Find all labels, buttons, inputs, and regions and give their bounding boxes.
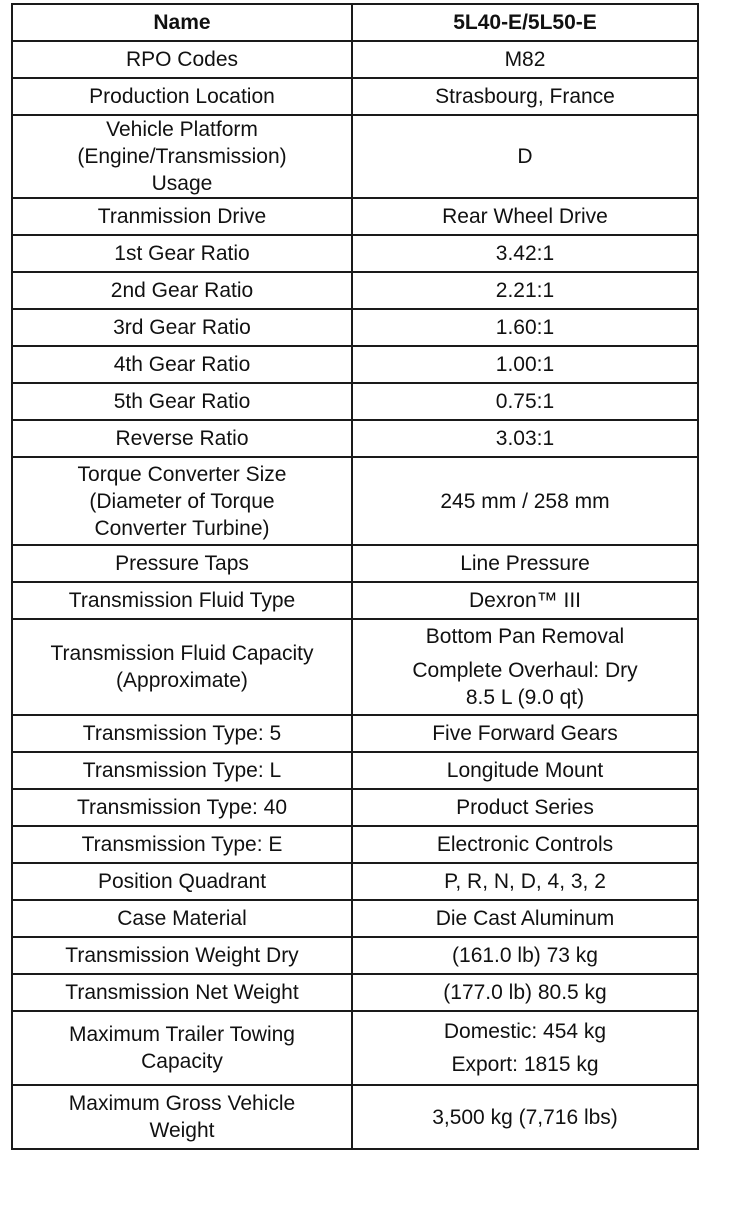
row-value (352, 272, 698, 309)
row-label-line: 2nd Gear Ratio (110, 279, 254, 302)
row-label-line: Converter Turbine) (94, 516, 270, 540)
row-value (352, 383, 698, 420)
row-value (352, 78, 698, 115)
table-row (12, 41, 698, 78)
row-label-line: Production Location (89, 85, 275, 108)
table-row (12, 78, 698, 115)
row-value (352, 619, 698, 715)
table-row (12, 383, 698, 420)
row-value-line: Longitude Mount (446, 759, 604, 782)
row-value (352, 420, 698, 457)
row-label-line: Transmission Type: 40 (76, 796, 288, 819)
row-label-line: 1st Gear Ratio (114, 242, 250, 265)
table-row (12, 198, 698, 235)
row-label (12, 863, 352, 900)
row-label-line: Tranmission Drive (97, 205, 267, 228)
row-label-line: 4th Gear Ratio (113, 353, 251, 376)
table-row (12, 309, 698, 346)
table-row (12, 1085, 698, 1149)
row-label-line: Transmission Type: 5 (82, 722, 282, 745)
row-value (352, 789, 698, 826)
row-label-line: Pressure Taps (115, 552, 249, 575)
row-label (12, 974, 352, 1011)
row-value-line: Export: 1815 kg (451, 1053, 599, 1076)
row-label (12, 383, 352, 420)
row-label (12, 198, 352, 235)
row-value-line: 3.42:1 (495, 242, 555, 265)
row-label (12, 619, 352, 715)
row-value-line: Electronic Controls (436, 833, 614, 856)
row-value (352, 1011, 698, 1085)
row-label (12, 346, 352, 383)
table-row (12, 346, 698, 383)
row-label-line: Weight (149, 1119, 215, 1142)
row-label-line: (Engine/Transmission) (77, 145, 287, 168)
row-label (12, 1011, 352, 1085)
row-value-line: 245 mm / 258 mm (440, 489, 610, 513)
table-row (12, 826, 698, 863)
row-label-line: Transmission Fluid Type (68, 589, 296, 612)
row-label (12, 272, 352, 309)
header-value: 5L40-E/5L50-E (352, 4, 698, 41)
row-label (12, 937, 352, 974)
table-row (12, 937, 698, 974)
row-value-line: 1.00:1 (495, 353, 555, 376)
row-label-line: RPO Codes (125, 48, 239, 71)
row-value (352, 346, 698, 383)
row-label-line: Transmission Type: E (81, 833, 283, 856)
row-value-line: Die Cast Aluminum (435, 907, 615, 930)
row-value (352, 826, 698, 863)
row-value (352, 457, 698, 545)
row-value (352, 582, 698, 619)
row-value-line: Product Series (456, 796, 594, 819)
row-value (352, 309, 698, 346)
row-label-line: (Diameter of Torque (89, 489, 275, 513)
row-value-line: P, R, N, D, 4, 3, 2 (444, 870, 606, 893)
row-value-line: (161.0 lb) 73 kg (452, 944, 598, 967)
header-name: Name (12, 4, 352, 41)
row-value-line: Strasbourg, France (435, 85, 615, 108)
row-label (12, 457, 352, 545)
row-value-line: 3,500 kg (7,716 lbs) (432, 1105, 618, 1129)
row-value-line: Dexron™ III (468, 589, 582, 612)
row-value-line: Rear Wheel Drive (442, 205, 608, 228)
table-row (12, 582, 698, 619)
row-value (352, 545, 698, 582)
table-row (12, 715, 698, 752)
row-value (352, 41, 698, 78)
row-label-line: Maximum Trailer Towing (68, 1023, 295, 1046)
row-label-line: Transmission Net Weight (65, 981, 299, 1004)
row-label-line: Transmission Type: L (82, 759, 282, 782)
row-value (352, 235, 698, 272)
table-row (12, 752, 698, 789)
row-label (12, 78, 352, 115)
row-label-line: 3rd Gear Ratio (113, 316, 251, 339)
row-label-line: (Approximate) (116, 669, 248, 692)
row-value (352, 863, 698, 900)
table-row (12, 457, 698, 545)
table-row (12, 1011, 698, 1085)
row-value-line: 2.21:1 (495, 279, 555, 302)
row-label (12, 309, 352, 346)
row-label-line: Case Material (117, 907, 247, 930)
table-row (12, 863, 698, 900)
row-value-line: Domestic: 454 kg (443, 1020, 607, 1043)
row-value-line: 1.60:1 (495, 316, 555, 339)
row-label-line: Vehicle Platform (106, 118, 258, 141)
row-value-line: Line Pressure (460, 552, 590, 575)
row-label (12, 545, 352, 582)
table-row (12, 789, 698, 826)
row-value (352, 752, 698, 789)
row-label (12, 235, 352, 272)
row-label-line: Torque Converter Size (77, 462, 287, 486)
row-value-line: M82 (504, 48, 546, 71)
row-value (352, 715, 698, 752)
row-value-line: (177.0 lb) 80.5 kg (443, 981, 607, 1004)
row-value (352, 900, 698, 937)
row-value-line: Bottom Pan Removal (425, 625, 625, 648)
row-label (12, 789, 352, 826)
row-value-line: 8.5 L (9.0 qt) (465, 686, 585, 709)
table-row (12, 619, 698, 715)
table-row (12, 235, 698, 272)
row-label-line: 5th Gear Ratio (113, 390, 251, 413)
row-label-line: Transmission Fluid Capacity (50, 642, 314, 665)
row-label (12, 715, 352, 752)
row-label-line: Capacity (141, 1050, 223, 1073)
row-value (352, 937, 698, 974)
row-value-line: Complete Overhaul: Dry (412, 659, 638, 682)
table-row (12, 974, 698, 1011)
table-row (12, 272, 698, 309)
row-value-line: D (517, 145, 533, 168)
row-label (12, 1085, 352, 1149)
row-value (352, 1085, 698, 1149)
row-label-line: Maximum Gross Vehicle (68, 1092, 296, 1115)
row-label (12, 582, 352, 619)
table-row (12, 115, 698, 198)
row-value (352, 974, 698, 1011)
row-label-line: Usage (151, 172, 213, 195)
row-value (352, 198, 698, 235)
row-value (352, 115, 698, 198)
row-value-line: Five Forward Gears (432, 722, 618, 745)
row-label-line: Position Quadrant (97, 870, 267, 893)
table-row (12, 545, 698, 582)
row-label (12, 900, 352, 937)
row-label (12, 752, 352, 789)
table-row (12, 900, 698, 937)
row-label (12, 420, 352, 457)
row-label (12, 115, 352, 198)
row-value-line: 3.03:1 (495, 427, 555, 450)
row-label-line: Reverse Ratio (115, 427, 249, 450)
row-label (12, 41, 352, 78)
row-label-line: Transmission Weight Dry (65, 944, 299, 967)
table-row (12, 420, 698, 457)
spec-table (11, 3, 699, 1150)
row-label (12, 826, 352, 863)
table-header-row (12, 4, 698, 41)
row-value-line: 0.75:1 (495, 390, 555, 413)
